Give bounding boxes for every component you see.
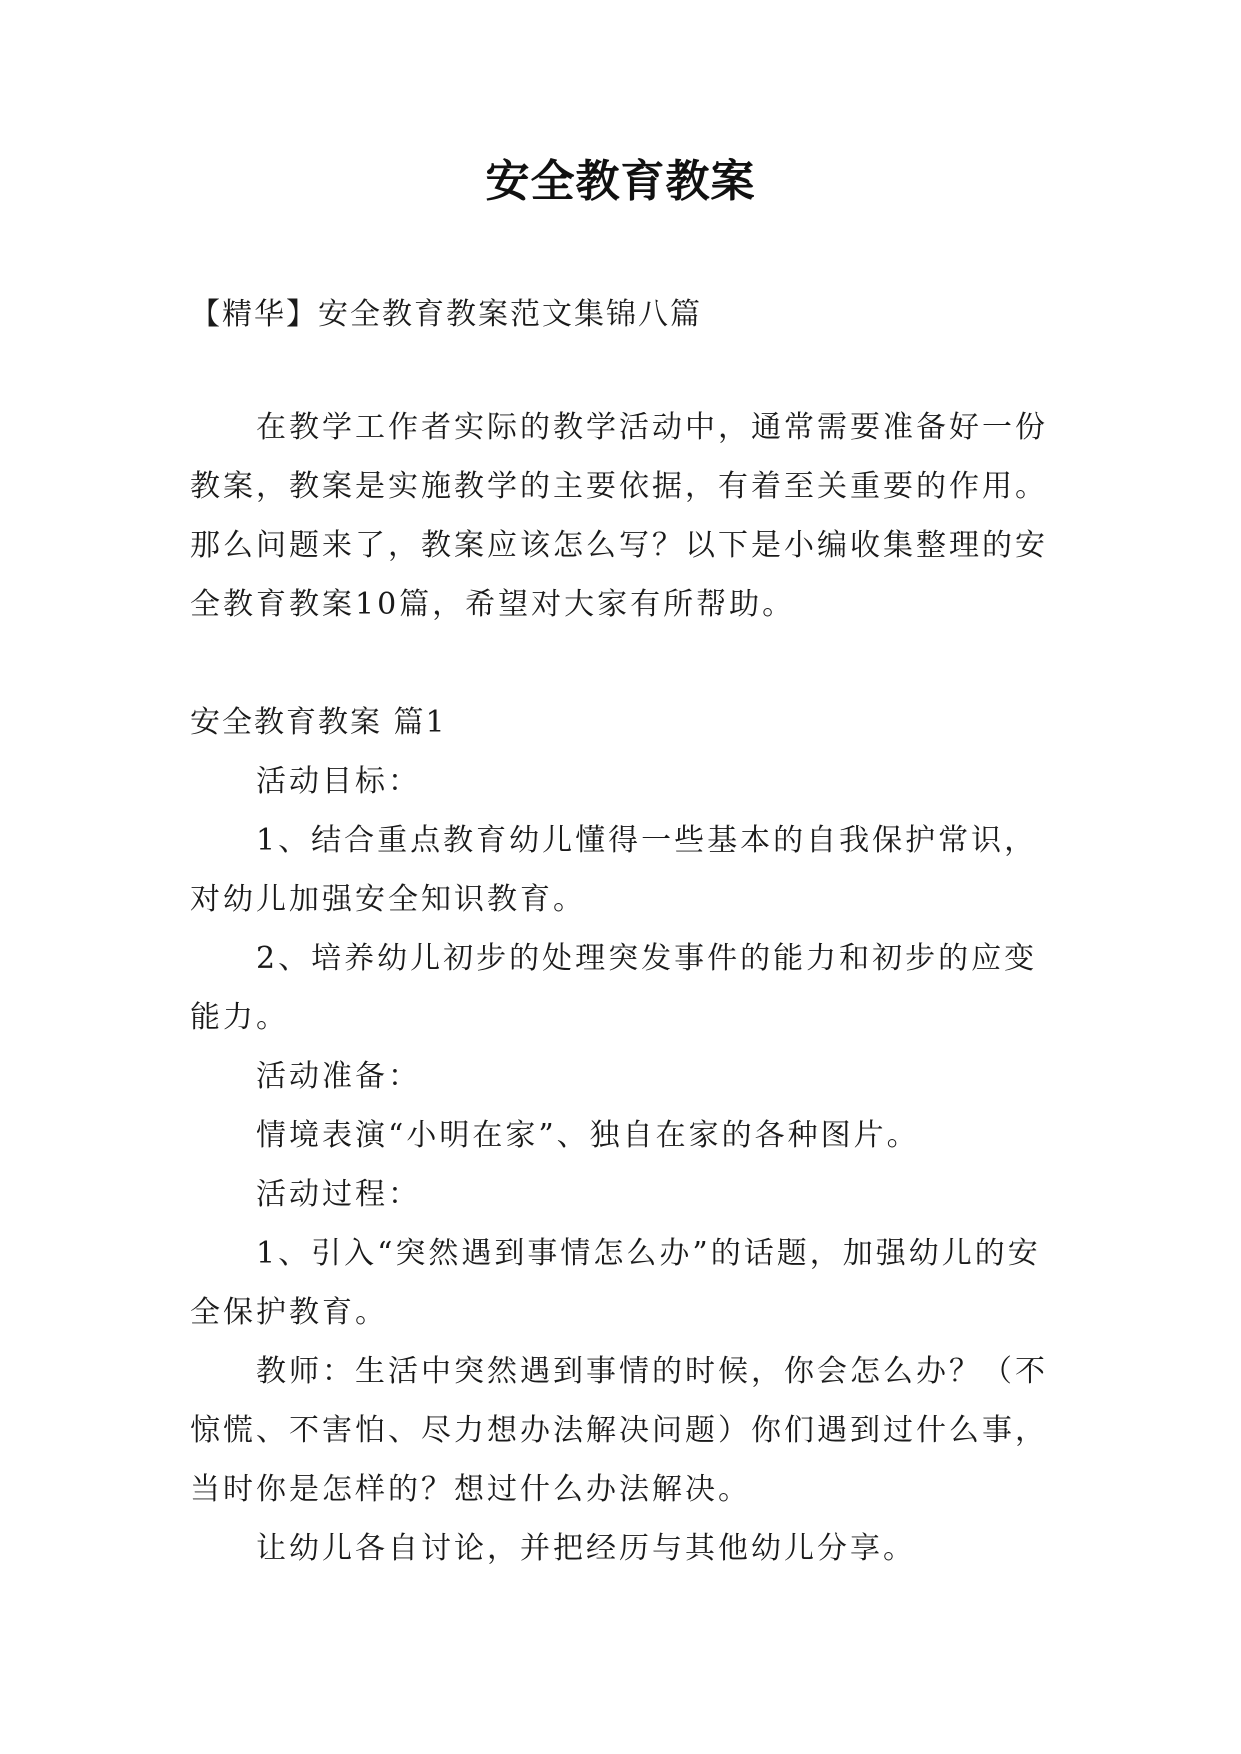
section-1 bbox=[190, 693, 1070, 1578]
activity-prep-label: 活动准备： bbox=[256, 1059, 421, 1094]
document-title: 安全教育教案 bbox=[485, 156, 756, 207]
goal-2: 2、培养幼儿初步的处理突发事件的能力和初步的应变能力。 bbox=[190, 941, 1038, 1035]
document-subtitle: 【精华】安全教育教案范文集锦八篇 bbox=[190, 297, 702, 332]
activity-process-label: 活动过程： bbox=[256, 1177, 421, 1212]
intro-paragraph: 在教学工作者实际的教学活动中，通常需要准备好一份教案，教案是实施教学的主要依据，有着至关重要的作用。那么问题来了，教案应该怎么写？以下是小编收集整理的安全教育教案10篇，希望对大家有所帮助。 bbox=[190, 410, 1048, 622]
discussion-text: 让幼儿各自讨论，并把经历与其他幼儿分享。 bbox=[256, 1531, 916, 1566]
activity-goals-label: 活动目标： bbox=[256, 764, 421, 799]
intro-block bbox=[190, 398, 1070, 634]
section-heading: 安全教育教案 篇1 bbox=[190, 705, 447, 740]
teacher-prompt: 教师：生活中突然遇到事情的时候，你会怎么办？（不惊慌、不害怕、尽力想办法解决问题）你们遇到过什么事，当时你是怎样的？想过什么办法解决。 bbox=[190, 1354, 1048, 1507]
process-step-1: 1、引入“突然遇到事情怎么办”的话题，加强幼儿的安全保护教育。 bbox=[190, 1236, 1041, 1330]
activity-prep-text: 情境表演“小明在家”、独自在家的各种图片。 bbox=[256, 1118, 920, 1153]
goal-1: 1、结合重点教育幼儿懂得一些基本的自我保护常识，对幼儿加强安全知识教育。 bbox=[190, 823, 1038, 917]
